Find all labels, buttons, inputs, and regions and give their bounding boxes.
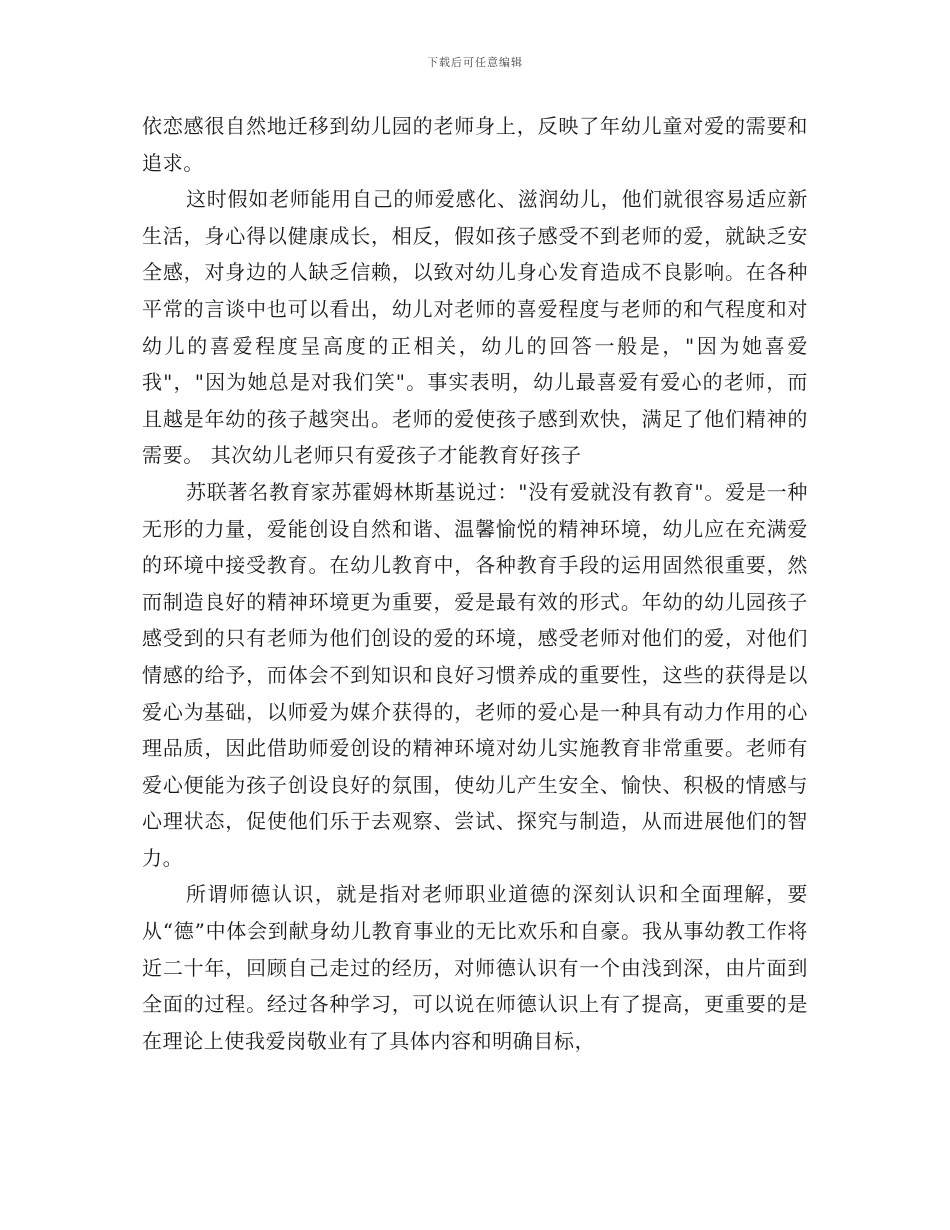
paragraph-3: 苏联著名教育家苏霍姆林斯基说过："没有爱就没有教育"。爱是一种无形的力量，爱能创设自然和谐、温馨愉悦的精神环境，幼儿应在充满爱的环境中接受教育。在幼儿教育中，各种教育手段的运用固然很重要，然而制造良好的精神环境更为重要，爱是最有效的形式。年幼的幼儿园孩子感受到的只有老师为他们创设的爱的环境，感受老师对他们的爱，对他们情感的给予，而体会不到知识和良好习惯养成的重要性，这些的获得是以爱心为基础，以师爱为媒介获得的，老师的爱心是一种具有动力作用的心理品质，因此借助师爱创设的精神环境对幼儿实施教育非常重要。老师有爱心便能为孩子创设良好的氛围，使幼儿产生安全、愉快、积极的情感与心理状态，促使他们乐于去观察、尝试、探究与制造，从而进展他们的智力。 xyxy=(142,479,808,870)
paragraph-2: 这时假如老师能用自己的师爱感化、滋润幼儿，他们就很容易适应新生活，身心得以健康成长，相反，假如孩子感受不到老师的爱，就缺乏安全感，对身边的人缺乏信赖，以致对幼儿身心发育造成不良影响。在各种平常的言谈中也可以看出，幼儿对老师的喜爱程度与老师的和气程度和对幼儿的喜爱程度呈高度的正相关，幼儿的回答一般是，"因为她喜爱我"，"因为她总是对我们笑"。事实表明，幼儿最喜爱有爱心的老师，而且越是年幼的孩子越突出。老师的爱使孩子感到欢快，满足了他们精神的需要。 其次幼儿老师只有爱孩子才能教育好孩子 xyxy=(142,187,808,468)
document-body xyxy=(142,108,808,1059)
paragraph-1: 依恋感很自然地迁移到幼儿园的老师身上，反映了年幼儿童对爱的需要和追求。 xyxy=(142,114,808,175)
paragraph-4: 所谓师德认识，就是指对老师职业道德的深刻认识和全面理解，要从“德”中体会到献身幼儿教育事业的无比欢乐和自豪。我从事幼教工作将近二十年，回顾自己走过的经历，对师德认识有一个由浅到深，由片面到全面的过程。经过各种学习，可以说在师德认识上有了提高，更重要的是在理论上使我爱岗敬业有了具体内容和明确目标， xyxy=(142,882,808,1053)
page-header: 下载后可任意编辑 xyxy=(427,56,523,69)
